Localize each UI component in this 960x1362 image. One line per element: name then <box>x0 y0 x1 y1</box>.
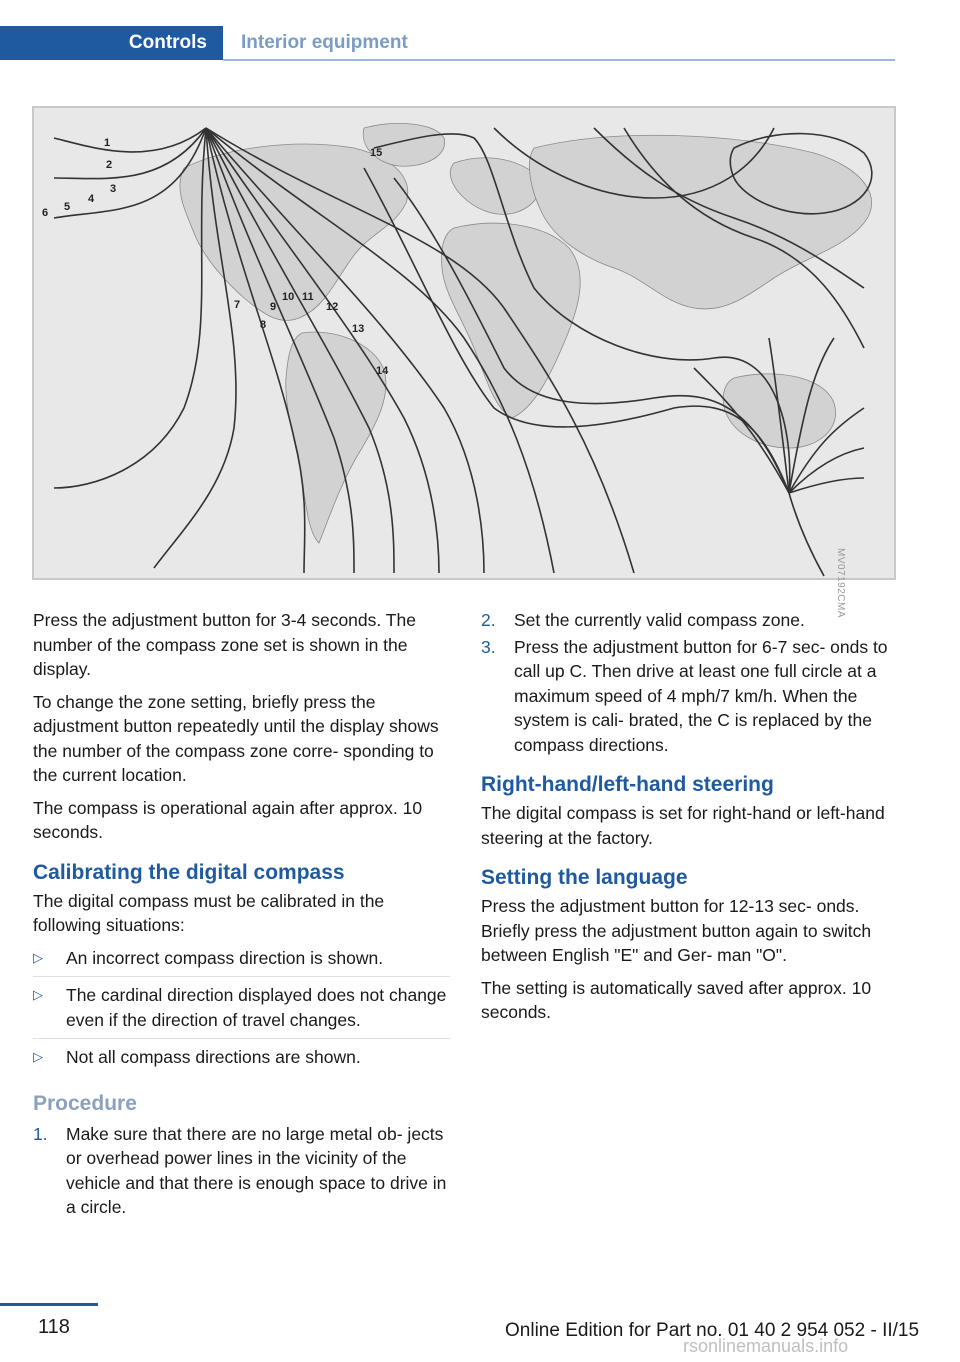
list-item <box>33 983 450 1039</box>
step-number: 3. <box>481 636 496 657</box>
step-text: Press the adjustment button for 6-7 sec‐ onds to call up C. Then drive at least one full circle at a maximum speed of 4 mph/7 km/h. When the system is cali‐ brated, the C is replaced by the compass directions. <box>514 636 888 755</box>
right-column <box>481 608 898 1033</box>
list-item-text: An incorrect compass direction is shown. <box>66 947 384 968</box>
triangle-bullet-icon: ▷ <box>33 949 43 965</box>
zone-label-3: 3 <box>110 183 117 195</box>
list-item <box>33 1045 450 1076</box>
header-divider <box>223 59 895 61</box>
triangle-bullet-icon: ▷ <box>33 1049 43 1064</box>
procedure-step-2 <box>481 608 898 633</box>
zone-label-7: 7 <box>234 299 241 311</box>
calibration-situations-list <box>33 946 450 1076</box>
paragraph-language-saved: The setting is automatically saved after approx. 10 seconds. <box>481 977 872 1022</box>
compass-zone-map <box>32 106 896 619</box>
europe-landmass <box>450 158 540 215</box>
south-tail <box>789 493 824 576</box>
east-line-4 <box>789 448 864 493</box>
watermark: rsonlinemanuals.info <box>683 1336 849 1356</box>
edition-note: Online Edition for Part no. 01 40 2 954 052 - II/15 <box>505 1320 920 1341</box>
figure-code: MV07192CMA <box>834 548 846 619</box>
left-column <box>33 608 450 1230</box>
zone-label-15: 15 <box>370 147 383 159</box>
list-item-text: The cardinal direction displayed does not change even if the direction of travel changes. <box>66 985 447 1030</box>
triangle-bullet-icon: ▷ <box>33 987 43 1002</box>
step-number: 1. <box>33 1123 48 1144</box>
zone-label-9: 9 <box>270 301 277 313</box>
zone-label-4: 4 <box>88 193 95 205</box>
heading-steering: Right-hand/left-hand steering <box>481 773 774 796</box>
heading-calibrating: Calibrating the digital compass <box>33 860 345 884</box>
paragraph-steering: The digital compass is set for right-hand or left-hand steering at the factory. <box>481 803 885 848</box>
procedure-steps-left <box>33 1122 450 1220</box>
paragraph-change-zone: To change the zone setting, briefly press the adjustment button repeatedly until the display shows the number of the compass zone corre‐ sponding to the current location. <box>33 691 439 785</box>
paragraph-zone-display: Press the adjustment button for 3-4 seconds. The number of the compass zone set is shown in the display. <box>33 610 416 679</box>
procedure-step-1 <box>33 1122 450 1220</box>
section-tab-interior-equipment[interactable]: Interior equipment <box>241 32 408 53</box>
africa-landmass <box>442 223 581 418</box>
zone-label-5: 5 <box>64 201 71 213</box>
step-text: Set the currently valid compass zone. <box>514 610 805 630</box>
zone-label-11: 11 <box>302 291 314 303</box>
step-text: Make sure that there are no large metal ob‐ jects or overhead power lines in the vicinity of the vehicle and that there is enough space to drive in a circle. <box>66 1123 447 1217</box>
east-line-5 <box>789 478 864 493</box>
zone-label-6: 6 <box>42 207 49 219</box>
zone-label-14: 14 <box>376 365 389 377</box>
list-item-text: Not all compass directions are shown. <box>66 1047 361 1067</box>
procedure-steps-right <box>481 608 898 757</box>
zone-label-1: 1 <box>104 137 111 149</box>
zone-label-13: 13 <box>352 323 365 335</box>
zone-label-8: 8 <box>260 319 267 331</box>
zone-label-12: 12 <box>326 301 339 313</box>
compass-zone-map-figure <box>34 108 894 578</box>
page-header <box>0 26 895 62</box>
zone-label-10: 10 <box>282 291 295 303</box>
section-tab-controls[interactable]: Controls <box>0 26 223 60</box>
paragraph-language-switch: Press the adjustment button for 12-13 sec‐ onds. Briefly press the adjustment button again to switch between English "E" and Ger‐ man "O". <box>481 896 872 965</box>
paragraph-operational: The compass is operational again after approx. 10 seconds. <box>33 797 423 842</box>
procedure-step-3 <box>481 635 898 758</box>
continents <box>180 123 872 543</box>
step-number: 2. <box>481 610 496 630</box>
page-number: 118 <box>38 1316 70 1338</box>
heading-procedure: Procedure <box>33 1091 137 1115</box>
paragraph-calibration-intro: The digital compass must be calibrated in the following situations: <box>33 890 385 935</box>
footer-divider <box>0 1303 98 1306</box>
heading-language: Setting the language <box>481 866 688 889</box>
list-item <box>33 946 450 978</box>
asia-landmass <box>529 135 871 309</box>
zone-label-2: 2 <box>106 159 113 171</box>
zone-line-1 <box>54 128 206 152</box>
